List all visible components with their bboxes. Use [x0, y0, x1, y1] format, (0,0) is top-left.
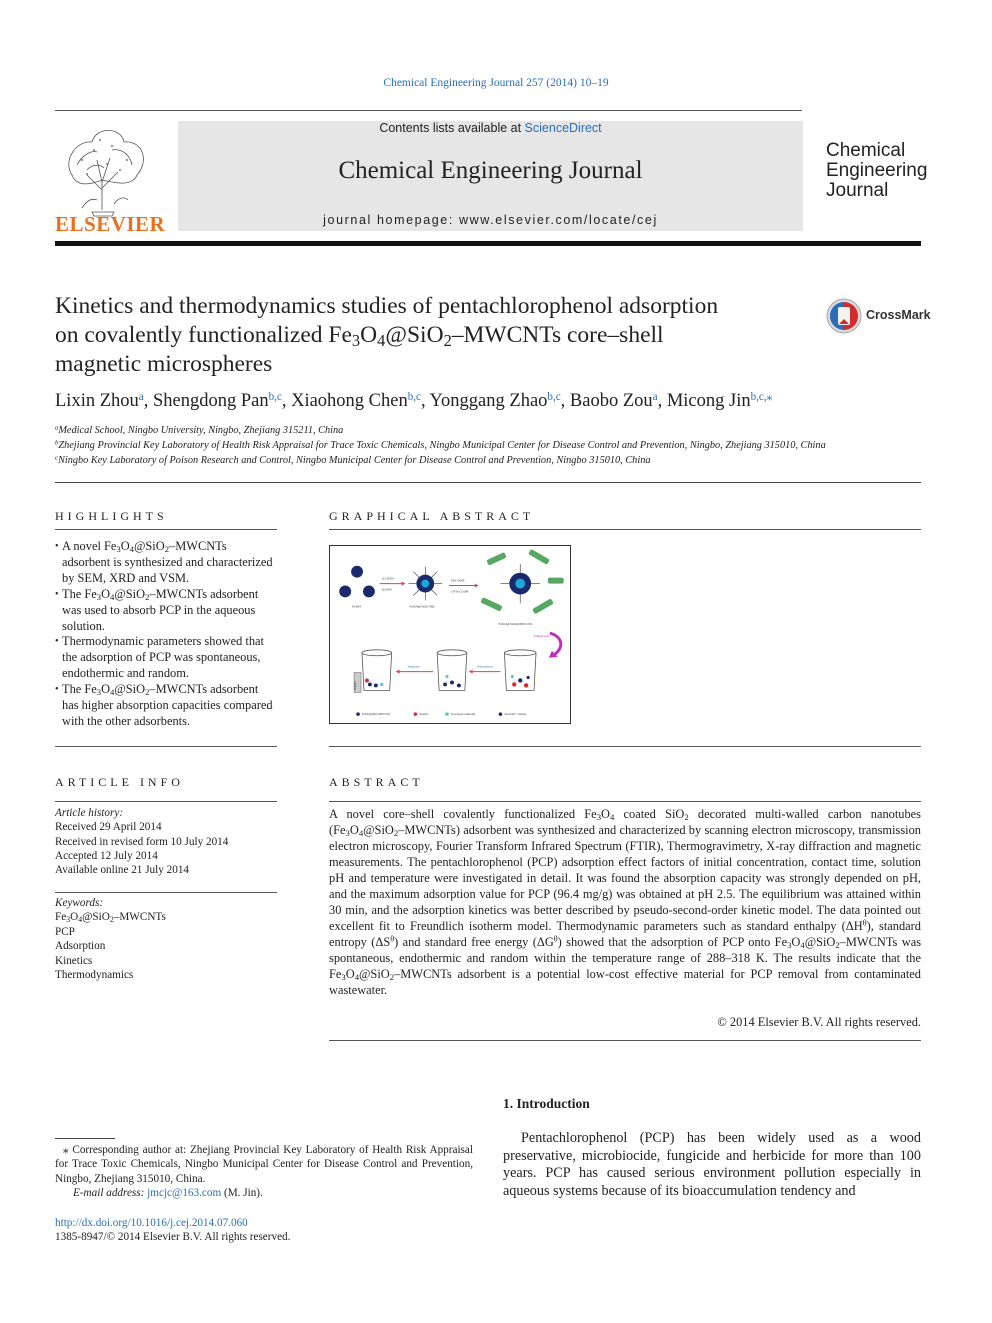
email-link[interactable]: jmcjc@163.com	[147, 1187, 222, 1199]
crossmark-icon[interactable]	[826, 298, 862, 334]
header-divider	[55, 110, 802, 111]
fe3o4-particles	[339, 566, 375, 598]
author[interactable]: Xiaohong Chen$^{b,c}$	[291, 390, 421, 411]
affiliation: $^c$Ningbo Key Laboratory of Poison Research and Control, Ningbo Municipal Center for Disease Control and Prevention, Ningbo 315010, China	[55, 454, 651, 466]
legend-entry: Non-target compound	[450, 713, 476, 717]
author[interactable]: Lixin Zhou$^a$	[55, 390, 144, 411]
article-title	[55, 292, 815, 379]
legend-entry: Analyte	[419, 713, 429, 717]
highlight-item: • Thermodynamic parameters showed that the adsorption of PCP was spontaneous, endothermic and random.	[55, 634, 277, 682]
divider	[329, 746, 921, 747]
keywords	[55, 896, 277, 982]
affiliation: $^a$Medical School, Ningbo University, Ningbo, Zhejiang 315211, China	[55, 424, 344, 436]
divider	[329, 529, 921, 530]
crossmark-label[interactable]: CrossMark	[866, 308, 931, 322]
homepage-link[interactable]: www.elsevier.com/locate/cej	[459, 213, 658, 227]
email-label: E-mail address:	[73, 1187, 145, 1199]
header-thick-divider	[55, 241, 921, 246]
keyword: PCP	[55, 925, 75, 938]
ga-label-magnet: Magnet	[353, 681, 358, 691]
functionalized-sphere	[408, 567, 442, 601]
author[interactable]: Baobo Zou$^a$	[569, 390, 658, 411]
title-line: Kinetics and thermodynamics studies of pentachlorophenol adsorption	[55, 293, 719, 319]
publisher-name: ELSEVIER	[55, 212, 166, 236]
ga-label-step4: CNTs-COOH	[450, 589, 469, 594]
email-suffix: (M. Jin).	[221, 1187, 263, 1199]
legend-entry: adsorbent + analyte	[504, 713, 526, 717]
keywords-label: Keywords:	[55, 897, 104, 909]
cover-title-line: Chemical	[826, 140, 906, 161]
corresponding-author-note: ⁎ Corresponding author at: Zhejiang Provincial Key Laboratory of Health Risk Appraisal for Trace Toxic Chemicals, Ningbo Municipal Center for Disease Control and Prevention, Ningbo, Zhejiang 315010, China.	[55, 1144, 473, 1185]
highlight-item: • The $Fe_3O_4@SiO_2$–MWCNTs adsorbent was used to absorb PCP in the aqueous solution.	[55, 587, 277, 635]
homepage-prefix: journal homepage:	[323, 213, 459, 227]
ga-label-product: Fe3O4@SiO2@MWCNTs	[498, 622, 533, 627]
journal-title: Chemical Engineering Journal	[338, 157, 643, 184]
history-entry: Received in revised form 10 July 2014	[55, 835, 229, 848]
affiliation: $^b$Zhejiang Provincial Key Laboratory of Health Risk Appraisal for Trace Toxic Chemicals, Ningbo Municipal Center for Disease Control and Prevention, Ningbo, Zhejiang 315010, China	[55, 439, 826, 451]
ga-legend	[356, 712, 526, 716]
title-line: on covalently functionalized $Fe_3O_4@SiO_2$–MWCNTs core–shell	[55, 322, 664, 351]
title-line: magnetic microspheres	[55, 351, 273, 377]
keyword: Kinetics	[55, 954, 93, 967]
ga-label-intermediate: Fe3O4@SiO2-NH2	[409, 604, 435, 609]
mwcnt-product	[480, 549, 563, 614]
author[interactable]: Yonggang Zhao$^{b,c}$	[429, 390, 561, 411]
doi-link[interactable]: http://dx.doi.org/10.1016/j.cej.2014.07.060	[55, 1217, 248, 1229]
ga-label-step2: (2) APS	[381, 587, 392, 592]
divider	[55, 892, 277, 893]
abstract-body: A novel core–shell covalently functionalized $Fe_3O_4$ coated SiO$_2$ decorated multi-walled carbon nanotubes $(Fe_3O_4@SiO_2-MWCNTs)$ adsorbent was synthesized and characterized by scanning electron microscopy, transmission electron microscopy, Fourier Transform Infrared Spectrum (FTIR), Thermogravimetry, X-ray diffraction and magnetic measurements. The pentachlorophenol (PCP) adsorption effect factors of initial concentration, contact time, solution pH and temperature were investigated in detail. It was found the absorption capacity was strongly depended on pH, and the maximum adsorption value for PCP (96.4 mg/g) was obtained at pH 2.5. The equilibrium was attained within 30 min, and the adsorption kinetics was better described by pseudo-second-order kinetic model. The data pointed out excellent fit to Freundlich isotherm model. Thermodynamic parameters such as standard enthalpy $(\Delta H^\theta)$, standard entropy $(\Delta S^\theta)$ and standard free energy $(\Delta G^\theta)$ showed that the adsorption of PCP onto $Fe_3O_4@SiO_2$–MWCNTs was spontaneous, endothermic and random within the temperature range of 288–318 K. The results indicate that the $Fe_3O_4@SiO_2$–MWCNTs adsorbent is a potential low-cost effective material for PCP removal from contaminated wastewater.	[329, 807, 922, 997]
contents-line	[178, 121, 803, 135]
history-entry: Available online 21 July 2014	[55, 864, 190, 877]
highlights-heading: HIGHLIGHTS	[55, 509, 168, 523]
ga-label-dispersion: Dispersion	[534, 633, 550, 638]
divider	[55, 529, 277, 530]
history-entry: Accepted 12 July 2014	[55, 849, 158, 862]
divider	[329, 1040, 921, 1041]
copyright-notice: © 2014 Elsevier B.V. All rights reserved.	[717, 1015, 921, 1029]
author[interactable]: Micong Jin$^{b,c,⁎}$	[666, 390, 773, 411]
cover-title-line: Journal	[826, 180, 889, 201]
author[interactable]: Shengdong Pan$^{b,c}$	[152, 390, 282, 411]
beaker-right	[504, 650, 536, 691]
ga-label-fe3o4: Fe3O4	[352, 604, 361, 609]
email-line	[73, 1187, 263, 1199]
divider	[55, 801, 277, 802]
ga-label-step3: EDC/NHS	[450, 578, 465, 583]
article-history	[55, 806, 277, 877]
author-list: Lixin Zhou$^a$, Shengdong Pan$^{b,c}$, Xiaohong Chen$^{b,c}$, Yonggang Zhao$^{b,c}$, Baobo Zou$^a$, Micong Jin$^{b,c,⁎}$	[55, 390, 773, 411]
issn-line: 1385-8947/© 2014 Elsevier B.V. All rights reserved.	[55, 1231, 291, 1243]
article-info-heading: ARTICLE INFO	[55, 775, 184, 789]
highlights-list	[55, 539, 277, 730]
history-label: Article history:	[55, 807, 124, 819]
sciencedirect-link[interactable]: ScienceDirect	[524, 121, 602, 135]
highlight-item: • The $Fe_3O_4@SiO_2$–MWCNTs adsorbent has higher absorption capacities compared with the other adsorbents.	[55, 682, 277, 730]
history-entry: Received 29 April 2014	[55, 821, 162, 834]
footnote-divider	[55, 1138, 115, 1139]
ga-label-adsorption: Adsorption	[476, 664, 493, 669]
legend-entry: Fe3O4@SiO2-MWCNTs	[361, 713, 391, 717]
divider	[55, 746, 277, 747]
graphical-abstract-heading: GRAPHICAL ABSTRACT	[329, 509, 535, 523]
divider	[329, 801, 921, 802]
journal-citation[interactable]: Chemical Engineering Journal 257 (2014) 10–19	[383, 77, 609, 89]
graphical-abstract-figure	[329, 545, 571, 724]
highlight-item: • A novel $Fe_3O_4@SiO_2$–MWCNTs adsorbent is synthesized and characterized by SEM, XRD and VSM.	[55, 539, 277, 587]
introduction-body: Pentachlorophenol (PCP) has been widely used as a wood preservative, microbiocide, fungicide and herbicide for more than 100 years. PCP has caused serious environment pollution especially in aqueous systems because of its bioaccumulation tendency and	[503, 1130, 921, 1199]
abstract-heading: ABSTRACT	[329, 775, 424, 789]
journal-homepage	[178, 213, 803, 227]
introduction-heading: 1. Introduction	[503, 1096, 590, 1111]
section-divider	[55, 482, 921, 483]
journal-cover-title	[826, 141, 927, 201]
cover-title-line: Engineering	[826, 160, 928, 181]
contents-prefix: Contents lists available at	[379, 121, 525, 135]
ga-label-separate: Separate	[407, 664, 420, 669]
keyword: Thermodynamics	[55, 969, 134, 982]
ga-label-step1: (1) TEOS	[381, 576, 395, 581]
keyword: $Fe_3O_4@SiO_2$–MWCNTs	[55, 911, 166, 925]
keyword: Adsorption	[55, 940, 106, 953]
